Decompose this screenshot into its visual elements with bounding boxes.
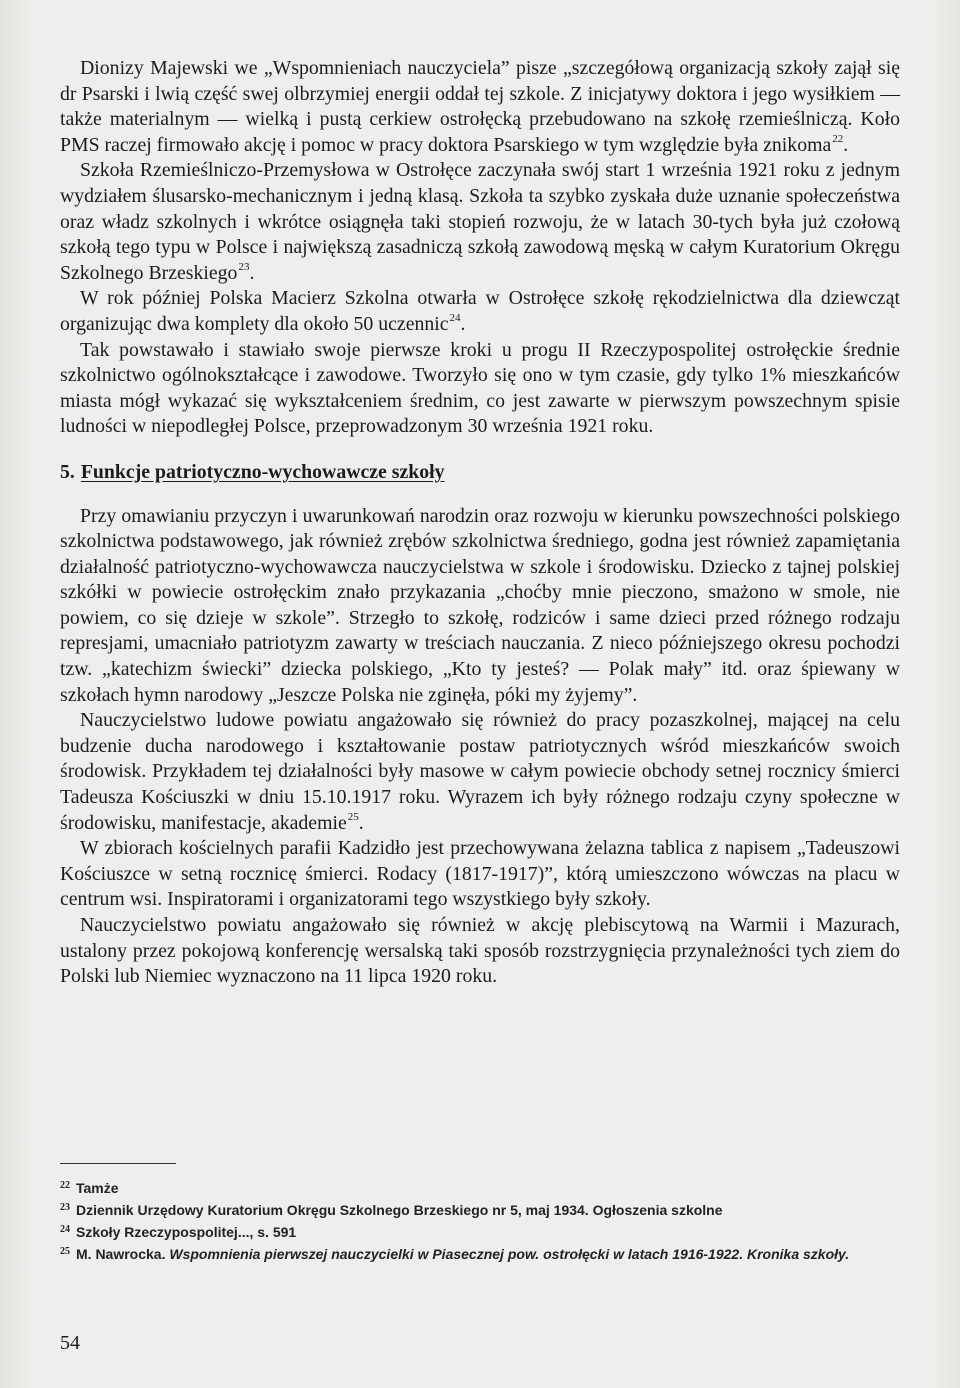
paragraph <box>60 504 900 709</box>
section-title: Funkcje patriotyczno-wychowawcze szkoły <box>80 460 445 483</box>
paragraph-trailing-punctuation: . <box>460 312 466 335</box>
paragraph-text: Tak powstawało i stawiało swoje pierwsze kroki u progu II Rzeczypospolitej ostrołęckie średnie szkolnictwo ogólnokształcące i zawodowe. Tworzyło się ono w tym czasie, gdy tylko 1% mieszkańców miasta mógł wykazać się wykształceniem średnim, co jest zawarte w pierwszym powszechnym spisie ludności w niepodległej Polsce, przeprowadzonym 30 września 1921 roku. <box>60 338 900 438</box>
section-heading <box>60 460 900 486</box>
paragraph <box>60 913 900 990</box>
footnote-reference: 24 <box>449 311 461 324</box>
paragraph-text: Przy omawianiu przyczyn i uwarunkowań narodzin oraz rozwoju w kierunku powszechności polskiego szkolnictwa podstawowego, jak również zrębów szkolnictwa średniego, godna jest również zapamiętania działalność patriotyczno-wychowawcza nauczycielstwa w szkole i środowisku. Dziecko z tajnej polskiej szkółki w powiecie ostrołęckim znało przykazania „choćby mnie pieczono, smażono w smole, nie powiem, co się dzieje w szkole”. Strzegło to szkołę, rodziców i same dzieci przed różnego rodzaju represjami, umacniało patriotyzm zawarty w treściach nauczania. Z nieco późniejszego okresu pochodzi tzw. „katechizm świecki” dziecka polskiego, „Kto ty jesteś? — Polak mały” itd. oraz śpiewany w szkołach hymn narodowy „Jeszcze Polska nie zginęła, póki my żyjemy”. <box>60 504 900 706</box>
footnote <box>60 1220 900 1242</box>
body-text <box>60 56 900 990</box>
paragraph-text: Nauczycielstwo ludowe powiatu angażowało się również do pracy pozaszkolnej, mającej na celu budzenie ducha narodowego i kształtowanie postaw patriotycznych wśród mieszkańców swoich środowisk. Przykładem tej działalności były masowe w całym powiecie obchody setnej rocznicy śmierci Tadeusza Kościuszki w dniu 15.10.1917 roku. Wyrazem ich były różnego rodzaju czyny społeczne w środowisku, manifestacje, akademie <box>60 709 900 834</box>
paragraph <box>60 56 900 158</box>
footnote-number: 24 <box>60 1224 70 1235</box>
footnotes <box>60 1176 900 1264</box>
paragraph-trailing-punctuation: . <box>843 133 849 156</box>
paragraph-text: Dionizy Majewski we „Wspomnieniach nauczyciela” pisze „szczegółową organizacją szkoły zajął się dr Psarski i lwią część swej olbrzymiej energii oddał tej szkole. Z inicjatywy doktora i jego wysiłkiem — także materialnym — wielką i pustą cerkiew ostrołęcką przebudowano na szkołę rzemieślniczą. Koło PMS raczej firmowało akcję i pomoc w pracy doktora Psarskiego w tym względzie była znikoma <box>60 57 900 156</box>
paragraph-trailing-punctuation: . <box>249 261 255 284</box>
footnote-italic-title: Wspomnienia pierwszej nauczycielki w Piasecznej pow. ostrołęcki w latach 1916-1922. Kronika szkoły. <box>169 1246 850 1262</box>
paragraph-text: Nauczycielstwo powiatu angażowało się również w akcję plebiscytową na Warmii i Mazurach, ustalony przez pokojową konferencję wersalską taki sposób rozstrzygnięcia przynależności tych ziem do Polski lub Niemiec wyznaczono na 11 lipca 1920 roku. <box>60 914 900 988</box>
footnote-text: Tamże <box>76 1180 119 1196</box>
footnote-number: 22 <box>60 1180 70 1191</box>
footnote <box>60 1198 900 1220</box>
paragraph-group-before-section <box>60 56 900 440</box>
section-number: 5. <box>60 460 75 483</box>
footnote-number: 23 <box>60 1202 70 1213</box>
footnote-text: Dziennik Urzędowy Kuratorium Okręgu Szkolnego Brzeskiego nr 5, maj 1934. Ogłoszenia szkolne <box>76 1202 723 1218</box>
footnote <box>60 1176 900 1198</box>
paragraph-text: Szkoła Rzemieślniczo-Przemysłowa w Ostrołęce zaczynała swój start 1 września 1921 roku z jednym wydziałem ślusarsko-mechanicznym i jedną klasą. Szkoła ta szybko zyskała duże uznanie społeczeństwa oraz władz szkolnych i wkrótce osiągnęła taki stopień rozwoju, że w latach 30-tych była już czołową szkołą tego typu w Polsce i największą zasadniczą szkołą zawodową męską w całym Kuratorium Okręgu Szkolnego Brzeskiego <box>60 159 900 284</box>
paragraph-text: W rok później Polska Macierz Szkolna otwarła w Ostrołęce szkołę rękodzielnictwa dla dziewcząt organizując dwa komplety dla około 50 uczennic <box>60 287 900 335</box>
footnote-reference: 22 <box>832 132 844 145</box>
paragraph-trailing-punctuation: . <box>358 811 364 834</box>
paragraph <box>60 286 900 337</box>
paragraph-group-after-section <box>60 504 900 990</box>
paragraph <box>60 338 900 440</box>
paragraph <box>60 708 900 836</box>
page-number: 54 <box>60 1332 80 1354</box>
footnote <box>60 1242 900 1264</box>
footnote-reference: 25 <box>347 810 359 823</box>
footnote-text: M. Nawrocka. <box>76 1246 170 1262</box>
paragraph <box>60 158 900 286</box>
footnote-text: Szkoły Rzeczypospolitej..., s. 591 <box>76 1224 297 1240</box>
paragraph <box>60 836 900 913</box>
footnote-reference: 23 <box>238 260 250 273</box>
footnote-number: 25 <box>60 1246 70 1257</box>
footnote-separator <box>60 1163 176 1164</box>
paragraph-text: W zbiorach kościelnych parafii Kadzidło jest przechowywana żelazna tablica z napisem „Tadeuszowi Kościuszce w setną rocznicę śmierci. Rodacy (1817-1917)”, którą umieszczono wówczas na placu w centrum wsi. Inspiratorami i organizatorami tego wszystkiego były szkoły. <box>60 837 900 911</box>
